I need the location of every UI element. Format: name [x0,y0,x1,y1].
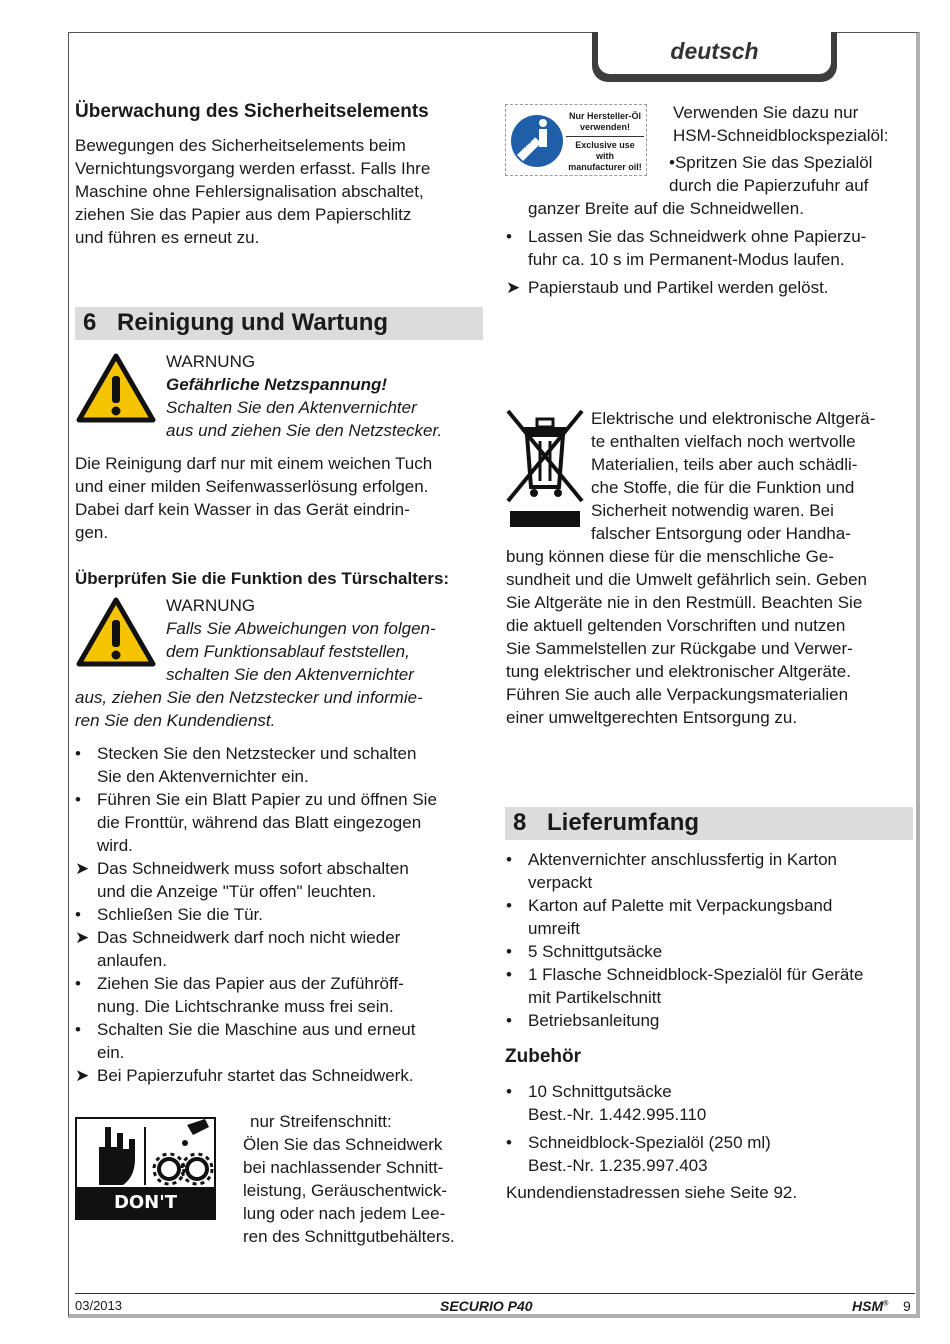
accessories-list [506,1080,916,1177]
oil-badge-line: Exclusive use with [566,136,644,162]
scope-line: Karton auf Palette mit Verpackungsband [528,896,833,915]
cleaning-line: Dabei darf kein Wasser in das Gerät eindrin- [75,500,410,519]
warning2-line: schalten Sie den Aktenvernichter [166,665,414,684]
bullet-marker: • [506,1082,512,1101]
oil-intro-line: HSM-Schneidblockspezialöl: [673,126,889,145]
dont-forget-label: DON'T FORGET [77,1187,214,1218]
weee-line: Elektrische und elektronische Altgerä- [591,409,876,428]
scope-line: 5 Schnittgutsäcke [528,942,663,961]
oil-bullet2-marker: • [506,227,512,246]
step-line: Sie den Aktenvernichter ein. [97,767,309,786]
oil-badge-line: Nur Hersteller-Öl [568,111,642,121]
weee-line: che Stoffe, die für die Funktion und [591,478,855,497]
weee-line: tung elektrischer und elektronischer Altgeräte. [506,662,851,681]
footer-model: SECURIO P40 [440,1298,533,1314]
section-title: Reinigung und Wartung [117,309,389,336]
oil-intro-line: Verwenden Sie dazu nur [673,103,859,122]
list-item [506,963,916,1009]
door-check-steps [75,742,485,1087]
dont-forget-badge [75,1117,216,1244]
list-item [75,788,485,857]
arrow-marker: ➤ [75,1066,90,1085]
scope-line: mit Partikelschnitt [528,988,662,1007]
accessories-title: Zubehör [505,1046,581,1067]
step-line: Führen Sie ein Blatt Papier zu und öffnen Sie [97,790,437,809]
dont-forget-line: Ölen Sie das Schneidwerk [243,1135,443,1154]
step-line: die Fronttür, während das Blatt eingezogen [97,813,422,832]
weee-line: Sie Sammelstellen zur Rückgabe und Verwer- [506,639,853,658]
accessory-line: Best.-Nr. 1.235.997.403 [528,1156,708,1175]
monitor-line: und führen es erneut zu. [75,228,260,247]
list-item [506,1009,916,1032]
warning2-line: ren Sie den Kundendienst. [75,711,276,730]
step-line: Schalten Sie die Maschine aus und erneut [97,1020,416,1039]
door-check-title: Überprüfen Sie die Funktion des Türschalters: [75,569,450,588]
section-number: 8 [513,809,527,836]
bullet-marker: • [506,850,512,869]
list-item [506,1131,916,1177]
list-item [75,1018,485,1064]
warning2-line: dem Funktionsablauf feststellen, [166,642,410,661]
step-line: nung. Die Lichtschranke muss frei sein. [97,997,394,1016]
list-item [75,742,485,788]
hsm-logo [852,1298,888,1314]
oil-badge [505,104,647,176]
oil-bullet2-line: fuhr ca. 10 s im Permanent-Modus laufen. [528,250,845,269]
footer-divider [75,1293,915,1294]
bullet-marker: • [75,790,81,809]
bullet-marker: • [75,905,81,924]
cleaning-line: und einer milden Seifenwasserlösung erfolgen. [75,477,429,496]
step-line: Bei Papierzufuhr startet das Schneidwerk. [97,1066,414,1085]
language-label: deutsch [598,32,831,74]
list-item [75,903,485,926]
warning1-line: Schalten Sie den Aktenvernichter [166,398,417,417]
step-line: und die Anzeige "Tür offen" leuchten. [97,882,377,901]
warning-triangle-icon [75,352,157,424]
warning1-label: WARNUNG [166,352,256,371]
step-line: Ziehen Sie das Papier aus der Zuführöff- [97,974,404,993]
weee-crossed-bin-icon [504,405,586,529]
weee-line: falscher Entsorgung oder Handha- [591,524,851,543]
bullet-marker: • [506,1133,512,1152]
footer-date: 03/2013 [75,1298,122,1313]
list-item [506,894,916,940]
brand-name: HSM [852,1298,884,1314]
oil-bullet1-line: durch die Papierzufuhr auf [669,176,869,195]
dont-forget-line: nur Streifenschnitt: [250,1112,392,1131]
language-tab [592,32,837,82]
step-line: wird. [97,836,133,855]
section-8-heading [505,807,913,840]
list-item [75,857,485,903]
weee-line: Führen Sie auch alle Verpackungsmaterialien [506,685,849,704]
arrow-marker: ➤ [75,928,90,947]
cleaning-line: Die Reinigung darf nur mit einem weichen Tuch [75,454,433,473]
oil-bullet1-text: Spritzen Sie das Spezialöl [674,153,873,172]
weee-line: Sie Altgeräte nie in den Restmüll. Beachten Sie [506,593,863,612]
scope-line: Aktenvernichter anschlussfertig in Karton [528,850,837,869]
step-line: anlaufen. [97,951,167,970]
warning2-line: aus, ziehen Sie den Netzstecker und informie- [75,688,423,707]
scope-line: umreift [528,919,580,938]
oil-badge-text [566,111,644,173]
scope-line: 1 Flasche Schneidblock-Spezialöl für Geräte [528,965,864,984]
section-title: Lieferumfang [547,809,700,836]
dont-forget-line: leistung, Geräuschentwick- [243,1181,448,1200]
bullet-marker: • [75,1020,81,1039]
monitor-title: Überwachung des Sicherheitselements [75,101,429,122]
list-item [506,1080,916,1126]
bullet-marker: • [506,942,512,961]
cleaning-line: gen. [75,523,109,542]
weee-line: te enthalten vielfach noch wertvolle [591,432,856,451]
arrow-marker: ➤ [75,859,90,878]
monitor-line: Maschine ohne Fehlersignalisation abschaltet, [75,182,424,201]
registered-mark: ® [883,1300,889,1308]
oil-bullet1-line: •Spritzen Sie das Spezialöl [669,153,873,172]
dont-forget-line: ren des Schnittgutbehälters. [243,1227,455,1246]
warning2-line: Falls Sie Abweichungen von folgen- [166,619,436,638]
list-item [75,972,485,1018]
service-reference: Kundendienstadressen siehe Seite 92. [506,1183,798,1202]
dont-forget-line: lung oder nach jedem Lee- [243,1204,446,1223]
warning-triangle-icon [75,596,157,668]
step-line: Stecken Sie den Netzstecker und schalten [97,744,417,763]
step-line: Das Schneidwerk darf noch nicht wieder [97,928,401,947]
bottle-label: HSM [521,133,538,150]
dont-forget-line: bei nachlassender Schnitt- [243,1158,444,1177]
bullet-marker: • [506,1011,512,1030]
oil-badge-line: manufacturer oil! [568,162,642,172]
bullet-marker: • [75,974,81,993]
list-item [506,940,916,963]
step-line: ein. [97,1043,125,1062]
warning1-line: aus und ziehen Sie den Netzstecker. [166,421,443,440]
scope-list [506,848,916,1032]
list-item [506,848,916,894]
weee-line: bung können diese für die menschliche Ge- [506,547,834,566]
section-6-heading [75,307,483,340]
bullet-marker: • [506,896,512,915]
monitor-line: Vernichtungsvorgang werden erfasst. Falls Ihre [75,159,431,178]
weee-line: sundheit und die Umwelt gefährlich sein. Geben [506,570,867,589]
bullet-marker: • [75,744,81,763]
weee-line: Sicherheit notwendig waren. Bei [591,501,834,520]
bullet-marker: • [506,965,512,984]
scope-line: verpackt [528,873,593,892]
accessory-line: Schneidblock-Spezialöl (250 ml) [528,1133,771,1152]
step-line: Schließen Sie die Tür. [97,905,263,924]
oil-bullet1-line: ganzer Breite auf die Schneidwellen. [528,199,804,218]
weee-line: einer umweltgerechten Entsorgung zu. [506,708,798,727]
weee-line: die aktuell geltenden Vorschriften und nutzen [506,616,846,635]
list-item [75,1064,485,1087]
oil-badge-line: verwenden! [579,122,630,132]
accessory-line: Best.-Nr. 1.442.995.110 [528,1105,707,1124]
warning2-label: WARNUNG [166,596,256,615]
accessory-line: 10 Schnittgutsäcke [528,1082,672,1101]
section-number: 6 [83,309,97,336]
hand-gears-oil-icon [77,1119,214,1189]
monitor-line: Bewegungen des Sicherheitselements beim [75,136,406,155]
list-item [75,926,485,972]
scope-line: Betriebsanleitung [528,1011,660,1030]
page-number: 9 [903,1298,911,1314]
monitor-line: ziehen Sie das Papier aus dem Papierschlitz [75,205,412,224]
oil-info-icon [509,111,565,171]
oil-result-marker: ➤ [506,278,521,297]
weee-line: Materialien, teils aber auch schädli- [591,455,858,474]
oil-bullet2-line: Lassen Sie das Schneidwerk ohne Papierzu- [528,227,867,246]
step-line: Das Schneidwerk muss sofort abschalten [97,859,409,878]
warning1-headline: Gefährliche Netzspannung! [166,375,388,394]
oil-result-line: Papierstaub und Partikel werden gelöst. [528,278,829,297]
